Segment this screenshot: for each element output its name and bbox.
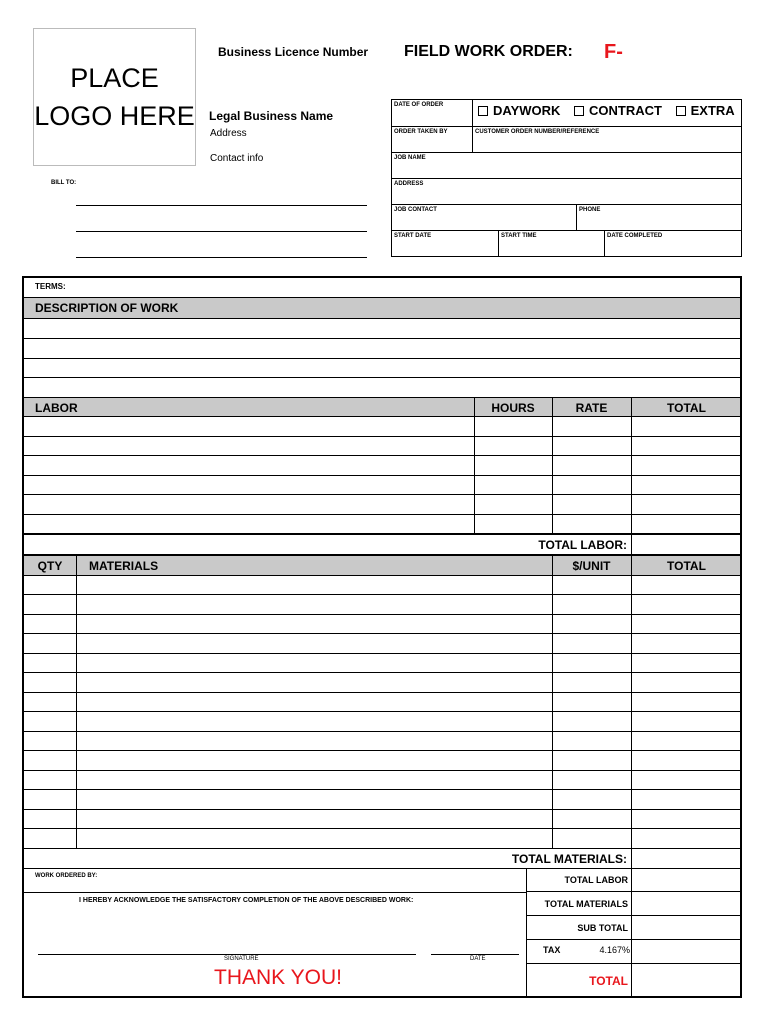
labor-total-heading: TOTAL [667,401,706,415]
work-ordered-by-divider [24,892,526,893]
labor-total-column-divider [631,398,632,535]
material-row[interactable] [24,790,740,810]
qty-heading: QTY [37,559,63,573]
date-of-order-label: DATE OF ORDER [394,102,444,108]
job-address-label: ADDRESS [394,181,424,187]
material-row[interactable] [24,634,740,654]
customer-ref-label: CUSTOMER ORDER NUMBER/REFERENCE [475,129,600,135]
material-row[interactable] [24,712,740,732]
contract-checkbox[interactable] [574,106,584,116]
description-line[interactable] [24,319,740,339]
bill-to-line-2[interactable] [76,231,367,232]
start-time-label: START TIME [501,233,537,239]
job-name-label: JOB NAME [394,155,426,161]
material-row[interactable] [24,810,740,829]
contract-label: CONTRACT [589,103,662,118]
start-time-cell[interactable] [499,231,605,257]
labor-heading: LABOR [35,401,78,415]
order-row-taken-by [392,127,741,153]
description-line[interactable] [24,359,740,378]
total-labor-label: TOTAL LABOR: [538,538,627,552]
material-row[interactable] [24,771,740,790]
logo-line-2: LOGO HERE [34,101,195,131]
order-type-options [478,103,745,118]
thank-you-text: THANK YOU! [214,966,342,989]
signature-line[interactable] [38,954,416,955]
terms-label: TERMS: [35,282,66,291]
hours-heading: HOURS [491,401,535,415]
order-row-date [392,100,741,127]
qty-column-divider [76,556,77,849]
daywork-checkbox[interactable] [478,106,488,116]
job-contact-cell[interactable] [392,205,577,230]
total-materials-label: TOTAL MATERIALS: [511,852,627,866]
order-number-prefix[interactable]: F- [604,41,623,63]
summary-tax-label: TAX [543,945,561,955]
labor-row[interactable] [24,476,740,495]
material-row[interactable] [24,673,740,693]
description-line[interactable] [24,378,740,398]
labor-row[interactable] [24,437,740,456]
summary-total-labor-row[interactable] [526,869,740,892]
summary-tax-row[interactable] [526,940,740,964]
business-contact: Contact info [210,153,264,164]
summary-total-labor-label: TOTAL LABOR [564,875,628,885]
material-row[interactable] [24,829,740,849]
extra-checkbox[interactable] [676,106,686,116]
description-heading: DESCRIPTION OF WORK [35,301,179,315]
order-info-table [391,99,742,257]
labor-row[interactable] [24,417,740,437]
date-of-order-cell[interactable] [392,100,473,126]
date-label: DATE [470,956,486,962]
business-address: Address [210,128,247,139]
extra-label: EXTRA [690,103,735,118]
rate-heading: RATE [575,401,608,415]
daywork-label: DAYWORK [493,103,561,118]
material-row[interactable] [24,693,740,712]
job-name-row[interactable] [392,153,741,179]
acknowledgement-text: I HEREBY ACKNOWLEDGE THE SATISFACTORY COMPLETION OF THE ABOVE DESCRIBED WORK: [79,897,414,904]
terms-row[interactable] [24,278,740,298]
summary-grand-total-row[interactable] [526,964,740,998]
job-contact-row [392,205,741,231]
material-row[interactable] [24,751,740,771]
labor-header [24,398,740,417]
labor-row[interactable] [24,495,740,515]
phone-label: PHONE [579,207,601,213]
total-labor-row [24,535,740,556]
logo-line-1: PLACE [70,63,159,93]
materials-header [24,556,740,576]
work-order-form [22,276,742,998]
job-address-row[interactable] [392,179,741,205]
bill-to-line-3[interactable] [76,257,367,258]
unit-column-divider [552,556,553,849]
summary-subtotal-label: SUB TOTAL [577,923,628,933]
start-date-label: START DATE [394,233,432,239]
labor-row[interactable] [24,456,740,476]
legal-business-name: Legal Business Name [209,109,334,123]
job-contact-label: JOB CONTACT [394,207,437,213]
signature-label: SIGNATURE [224,956,259,962]
material-row[interactable] [24,654,740,673]
total-materials-divider [631,849,632,868]
material-row[interactable] [24,732,740,751]
materials-heading: MATERIALS [89,559,159,573]
total-labor-divider [631,535,632,554]
total-materials-row [24,849,740,869]
hours-column-divider [474,398,475,535]
date-line[interactable] [431,954,519,955]
rate-column-divider [552,398,553,535]
bill-to-line-1[interactable] [76,205,367,206]
logo-placeholder [33,28,196,166]
date-completed-label: DATE COMPLETED [607,233,663,239]
summary-tax-rate: 4.167% [599,945,630,955]
summary-total-materials-label: TOTAL MATERIALS [544,899,628,909]
description-header [24,298,740,319]
description-line[interactable] [24,339,740,359]
materials-total-column-divider [631,556,632,849]
work-ordered-by-label: WORK ORDERED BY: [35,873,98,879]
order-taken-by-label: ORDER TAKEN BY [394,129,448,135]
summary-total-materials-row[interactable] [526,892,740,916]
business-licence-label: Business Licence Number [218,45,369,59]
bill-to-label: BILL TO: [51,180,77,186]
material-row[interactable] [24,615,740,634]
material-row[interactable] [24,595,740,615]
unit-price-heading: $/UNIT [572,559,611,573]
labor-row[interactable] [24,515,740,535]
dates-row [392,231,741,257]
summary-subtotal-row[interactable] [526,916,740,940]
start-date-cell[interactable] [392,231,499,257]
summary-grand-total-label: TOTAL [589,974,628,988]
materials-total-heading: TOTAL [667,559,706,573]
order-taken-by-cell[interactable] [392,127,473,152]
material-row[interactable] [24,576,740,595]
form-title: FIELD WORK ORDER: [404,43,573,60]
